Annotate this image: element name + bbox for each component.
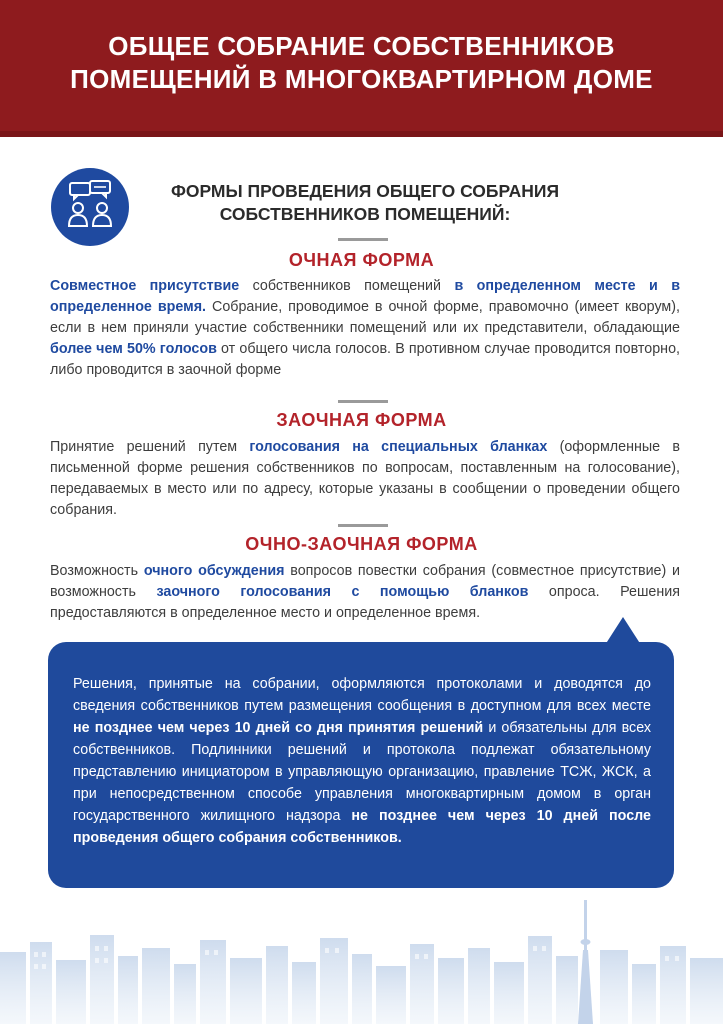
section-title-ochnaya: ОЧНАЯ ФОРМА: [288, 250, 435, 270]
highlight: Совместное присутствие: [50, 278, 240, 294]
highlight: голосования на специальных бланках: [249, 439, 548, 455]
text: Возможность: [50, 563, 144, 579]
forms-heading-line-1: ФОРМЫ ПРОВЕДЕНИЯ ОБЩЕГО СОБРАНИЯ: [170, 181, 560, 201]
section-title-ochno-zaochnaya: ОЧНО-ЗАОЧНАЯ ФОРМА: [245, 534, 478, 554]
discussion-people-icon: [51, 168, 129, 246]
divider: [338, 400, 388, 403]
notice-text: [73, 673, 651, 849]
section-title-zaochnaya: ЗАОЧНАЯ ФОРМА: [276, 410, 447, 430]
divider: [338, 524, 388, 527]
notice-pointer: [605, 617, 641, 645]
highlight: более чем 50% голосов: [50, 341, 217, 357]
section-text-ochno-zaochnaya: [50, 561, 680, 624]
forms-heading: [130, 180, 600, 226]
highlight: заочного голосования с помощью бланков: [156, 584, 529, 600]
text: Принятие решений путем: [50, 439, 250, 455]
city-skyline-illustration: [0, 890, 723, 1024]
section-text-ochnaya: [50, 276, 680, 381]
highlight: не позднее чем через 10 дней со дня принятия решений: [73, 720, 484, 736]
highlight: в определенном месте и в определенное время.: [50, 278, 681, 315]
highlight: не позднее чем через 10 дней после проведения общего собрания собственников.: [73, 808, 651, 846]
text: собственников помещений: [239, 278, 455, 294]
text: Решения, принятые на собрании, оформляются протоколами и доводятся до сведения собственников путем размещения сообщения в доступном для всех месте: [73, 676, 651, 714]
text: и обязательны для всех собственников. Подлинники решений и протокола подлежат обязательному представлению инициатором в управляющую организацию, правление ТСЖ, ЖСК, а при непосредственном способе управления многоквартирным домом в орган государственного жилищного надзора: [73, 720, 651, 824]
highlight: очного обсуждения: [143, 563, 285, 579]
page-title-line-1: ОБЩЕЕ СОБРАНИЕ СОБСТВЕННИКОВ: [108, 31, 615, 61]
header-banner: [0, 0, 723, 137]
page-title-line-2: ПОМЕЩЕНИЙ В МНОГОКВАРТИРНОМ ДОМЕ: [70, 64, 653, 94]
text: опроса. Решения предоставляются в определенное место и определенное время.: [50, 584, 680, 621]
text: Собрание, проводимое в очной форме, правомочно (имеет кворум), если в нем приняли участие собственники помещений или их представители, обладающие: [50, 299, 680, 336]
text: (оформленные в письменной форме решения собственников по вопросам, поставленным на голосование), передаваемых в место или по адресу, которые указаны в сообщении о проведении общего собрания.: [50, 439, 680, 518]
text: вопросов повестки собрания (совместное присутствие) и возможность: [50, 563, 681, 600]
page-title: [40, 30, 683, 96]
divider: [338, 238, 388, 241]
text: от общего числа голосов. В противном случае проводится повторно, либо проводится в заочной форме: [50, 341, 680, 378]
section-text-zaochnaya: [50, 437, 680, 521]
forms-heading-line-2: СОБСТВЕННИКОВ ПОМЕЩЕНИЙ:: [219, 204, 511, 224]
